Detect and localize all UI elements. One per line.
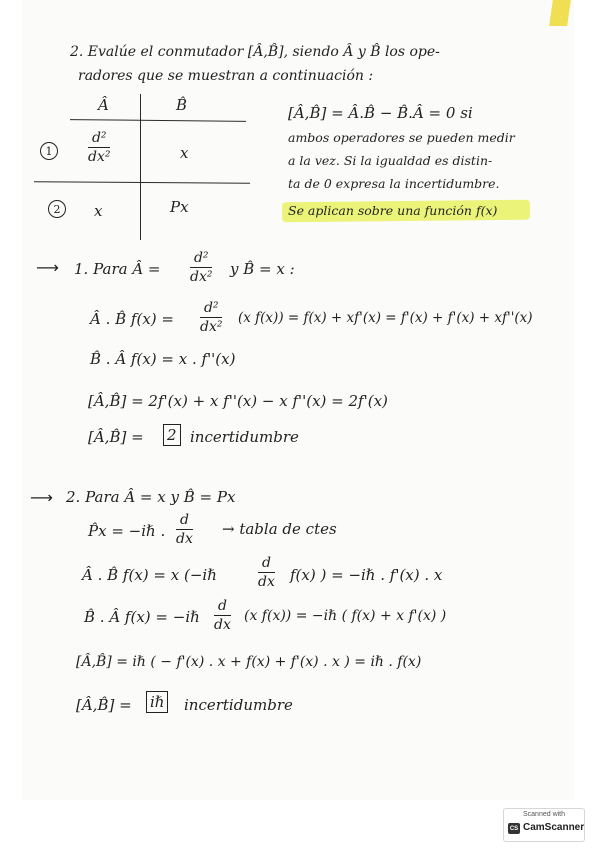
- part1-heading-a: 1. Para Â =: [74, 260, 161, 278]
- part2-line-3: [Â,B̂] = iℏ ( − f'(x) . x + f(x) + f'(x) . x ) = iℏ . f(x): [76, 654, 422, 670]
- part1-heading-fraction: [190, 250, 212, 285]
- part2-px-b: → tabla de ctes: [222, 520, 337, 538]
- row-2-operator-b: Px: [170, 198, 189, 216]
- fraction-denominator: dx²: [190, 269, 213, 285]
- part2-heading: 2. Para Â = x y B̂ = Px: [66, 488, 236, 506]
- note-line-3: ta de 0 expresa la incertidumbre.: [288, 176, 500, 191]
- part2-result-note: incertidumbre: [184, 696, 293, 714]
- fraction-numerator: d: [217, 598, 227, 614]
- note-line-1: ambos operadores se pueden medir: [288, 130, 515, 145]
- part2-px-a: P̂x = −iℏ .: [88, 522, 166, 540]
- part1-line-1-a: Â . B̂ f(x) =: [90, 310, 174, 328]
- part2-line-1-fraction: [258, 555, 275, 590]
- row-1-number: 1: [40, 142, 58, 160]
- part1-result-label: [Â,B̂] =: [88, 428, 144, 446]
- arrow-right-icon: ⟶: [36, 258, 59, 277]
- row-1-operator-b: x: [180, 144, 189, 162]
- part2-line-2-b: (x f(x)) = −iℏ ( f(x) + x f'(x) ): [244, 608, 447, 624]
- note-line-4: Se aplican sobre una función f(x): [288, 203, 498, 218]
- row-2-operator-a: x: [94, 202, 103, 220]
- fraction-denominator: dx: [258, 574, 275, 590]
- camscanner-logo-icon: CS: [508, 823, 520, 834]
- note-equation: [Â,B̂] = Â.B̂ − B̂.Â = 0 si: [288, 104, 473, 122]
- fraction-numerator: d: [261, 555, 271, 571]
- fraction-bar: [190, 267, 212, 268]
- note-line-2: a la vez. Si la igualdad es distin-: [288, 153, 493, 168]
- table-header-b: B̂: [176, 96, 188, 114]
- part2-line-2-a: B̂ . Â f(x) = −iℏ: [84, 608, 200, 626]
- problem-line-1: 2. Evalúe el conmutador [Â,B̂], siendo Â y B̂ los ope-: [70, 44, 440, 60]
- fraction-bar: [88, 147, 110, 148]
- fraction-numerator: d²: [91, 130, 107, 146]
- row-1-operator-a: [88, 130, 110, 165]
- badge-caption: Scanned with: [522, 811, 566, 818]
- table-header-a: Â: [98, 96, 109, 114]
- part1-line-2: B̂ . Â f(x) = x . f''(x): [90, 350, 236, 368]
- fraction-numerator: d²: [203, 300, 219, 316]
- part2-line-1-a: Â . B̂ f(x) = x (−iℏ: [82, 566, 217, 584]
- part2-line-1-b: f(x) ) = −iℏ . f'(x) . x: [290, 566, 443, 584]
- fraction-bar: [214, 615, 231, 616]
- problem-line-2: radores que se muestran a continuación :: [78, 68, 374, 84]
- part1-heading-b: y B̂ = x :: [230, 260, 295, 278]
- part1-line-1-fraction: [200, 300, 222, 335]
- fraction-bar: [176, 529, 193, 530]
- part2-px-fraction: [176, 512, 193, 547]
- fraction-numerator: d: [179, 512, 189, 528]
- part2-line-2-fraction: [214, 598, 231, 633]
- badge-brand: CamScanner: [523, 822, 585, 833]
- row-2-number: 2: [48, 200, 66, 218]
- fraction-numerator: d²: [193, 250, 209, 266]
- part1-result-box: 2: [163, 424, 181, 446]
- part1-line-3: [Â,B̂] = 2f'(x) + x f''(x) − x f''(x) = 2f'(x): [88, 392, 388, 410]
- camscanner-badge: [503, 808, 585, 842]
- fraction-denominator: dx²: [88, 149, 111, 165]
- part2-result-label: [Â,B̂] =: [76, 696, 132, 714]
- part2-result-box: iℏ: [146, 691, 168, 713]
- fraction-denominator: dx: [176, 531, 193, 547]
- fraction-denominator: dx: [214, 617, 231, 633]
- corner-highlight-mark: [549, 0, 571, 26]
- fraction-bar: [258, 572, 275, 573]
- part1-line-1-b: (x f(x)) = f(x) + xf'(x) = f'(x) + f'(x) + xf''(x): [238, 310, 533, 326]
- fraction-denominator: dx²: [200, 319, 223, 335]
- part1-result-note: incertidumbre: [190, 428, 299, 446]
- table-vertical-line: [140, 94, 141, 240]
- fraction-bar: [200, 317, 222, 318]
- arrow-right-icon: ⟶: [30, 488, 53, 507]
